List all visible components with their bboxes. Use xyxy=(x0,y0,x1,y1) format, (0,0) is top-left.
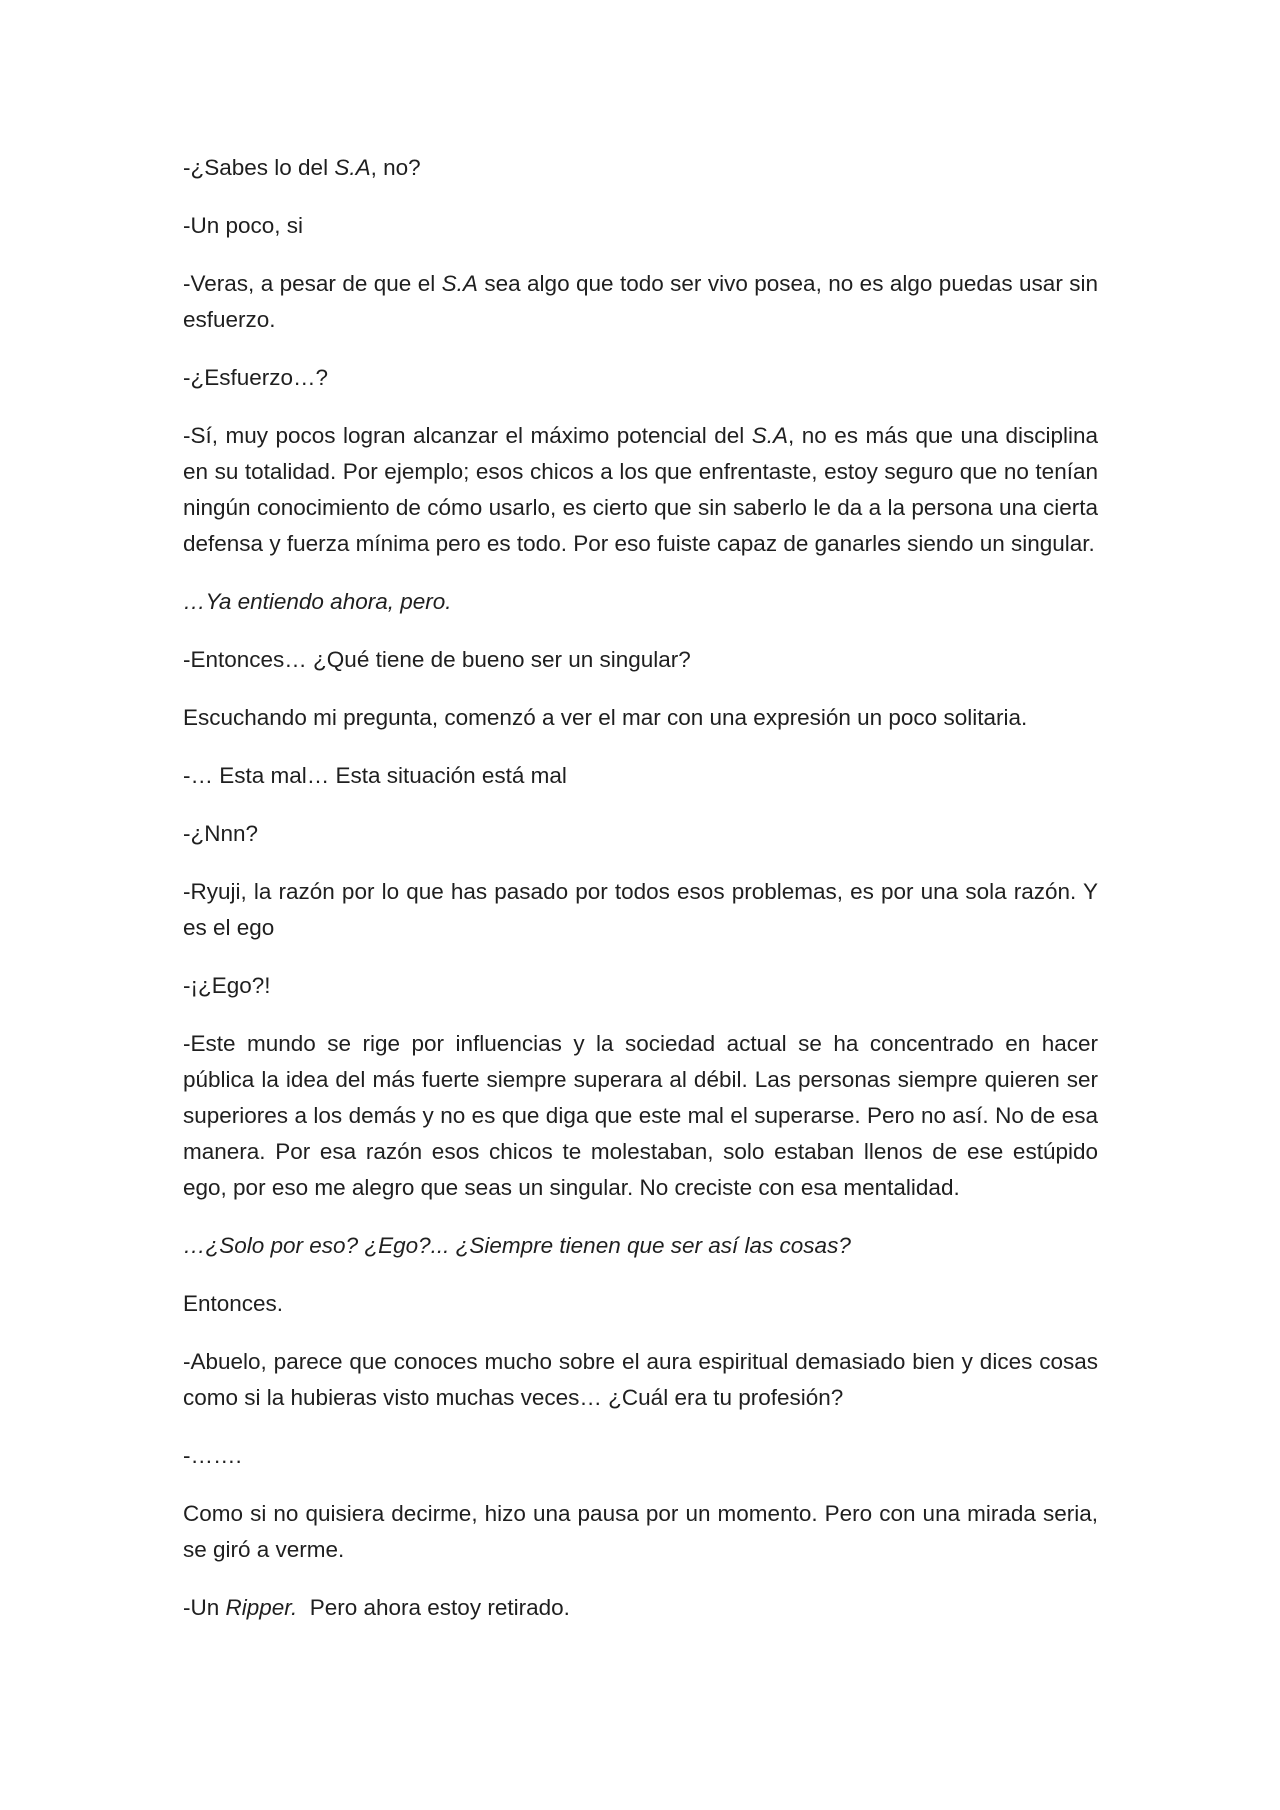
paragraph-18: Como si no quisiera decirme, hizo una pausa por un momento. Pero con una mirada seria, se giró a verme. xyxy=(183,1501,1098,1562)
paragraph-16: -Abuelo, parece que conoces mucho sobre el aura espiritual demasiado bien y dices cosas como si la hubieras visto muchas veces… ¿Cuál era tu profesión? xyxy=(183,1349,1098,1410)
paragraph-12: -¡¿Ego?! xyxy=(183,973,271,998)
paragraph-1: -¿Sabes lo del S.A, no? xyxy=(183,155,421,180)
paragraph-14-thought: …¿Solo por eso? ¿Ego?... ¿Siempre tienen que ser así las cosas? xyxy=(183,1233,851,1258)
paragraph-5: -Sí, muy pocos logran alcanzar el máximo potencial del S.A, no es más que una disciplina en su totalidad. Por ejemplo; esos chicos a los que enfrentaste, estoy seguro que no tenían ningún conocimiento de cómo usarlo, es cierto que sin saberlo le da a la persona una cierta defensa y fuerza mínima pero es todo. Por eso fuiste capaz de ganarles siendo un singular. xyxy=(183,423,1099,556)
paragraph-11: -Ryuji, la razón por lo que has pasado por todos esos problemas, es por una sola razón. Y es el ego xyxy=(183,879,1098,940)
paragraph-19: -Un Ripper. Pero ahora estoy retirado. xyxy=(183,1595,570,1620)
document-page xyxy=(183,150,1098,1648)
paragraph-13: -Este mundo se rige por influencias y la sociedad actual se ha concentrado en hacer pública la idea del más fuerte siempre superara al débil. Las personas siempre quieren ser superiores a los demás y no es que diga que este mal el superarse. Pero no así. No de esa manera. Por esa razón esos chicos te molestaban, solo estaban llenos de ese estúpido ego, por eso me alegro que seas un singular. No creciste con esa mentalidad. xyxy=(183,1031,1098,1200)
paragraph-17: -……. xyxy=(183,1443,242,1468)
paragraph-4: -¿Esfuerzo…? xyxy=(183,365,329,390)
paragraph-10: -¿Nnn? xyxy=(183,821,259,846)
paragraph-6-thought: …Ya entiendo ahora, pero. xyxy=(183,589,452,614)
paragraph-9: -… Esta mal… Esta situación está mal xyxy=(183,763,567,788)
paragraph-3: -Veras, a pesar de que el S.A sea algo que todo ser vivo posea, no es algo puedas usar sin esfuerzo. xyxy=(183,271,1098,332)
paragraph-8: Escuchando mi pregunta, comenzó a ver el mar con una expresión un poco solitaria. xyxy=(183,705,1028,730)
paragraph-2: -Un poco, si xyxy=(183,213,304,238)
paragraph-15: Entonces. xyxy=(183,1291,284,1316)
paragraph-7: -Entonces… ¿Qué tiene de bueno ser un singular? xyxy=(183,647,691,672)
